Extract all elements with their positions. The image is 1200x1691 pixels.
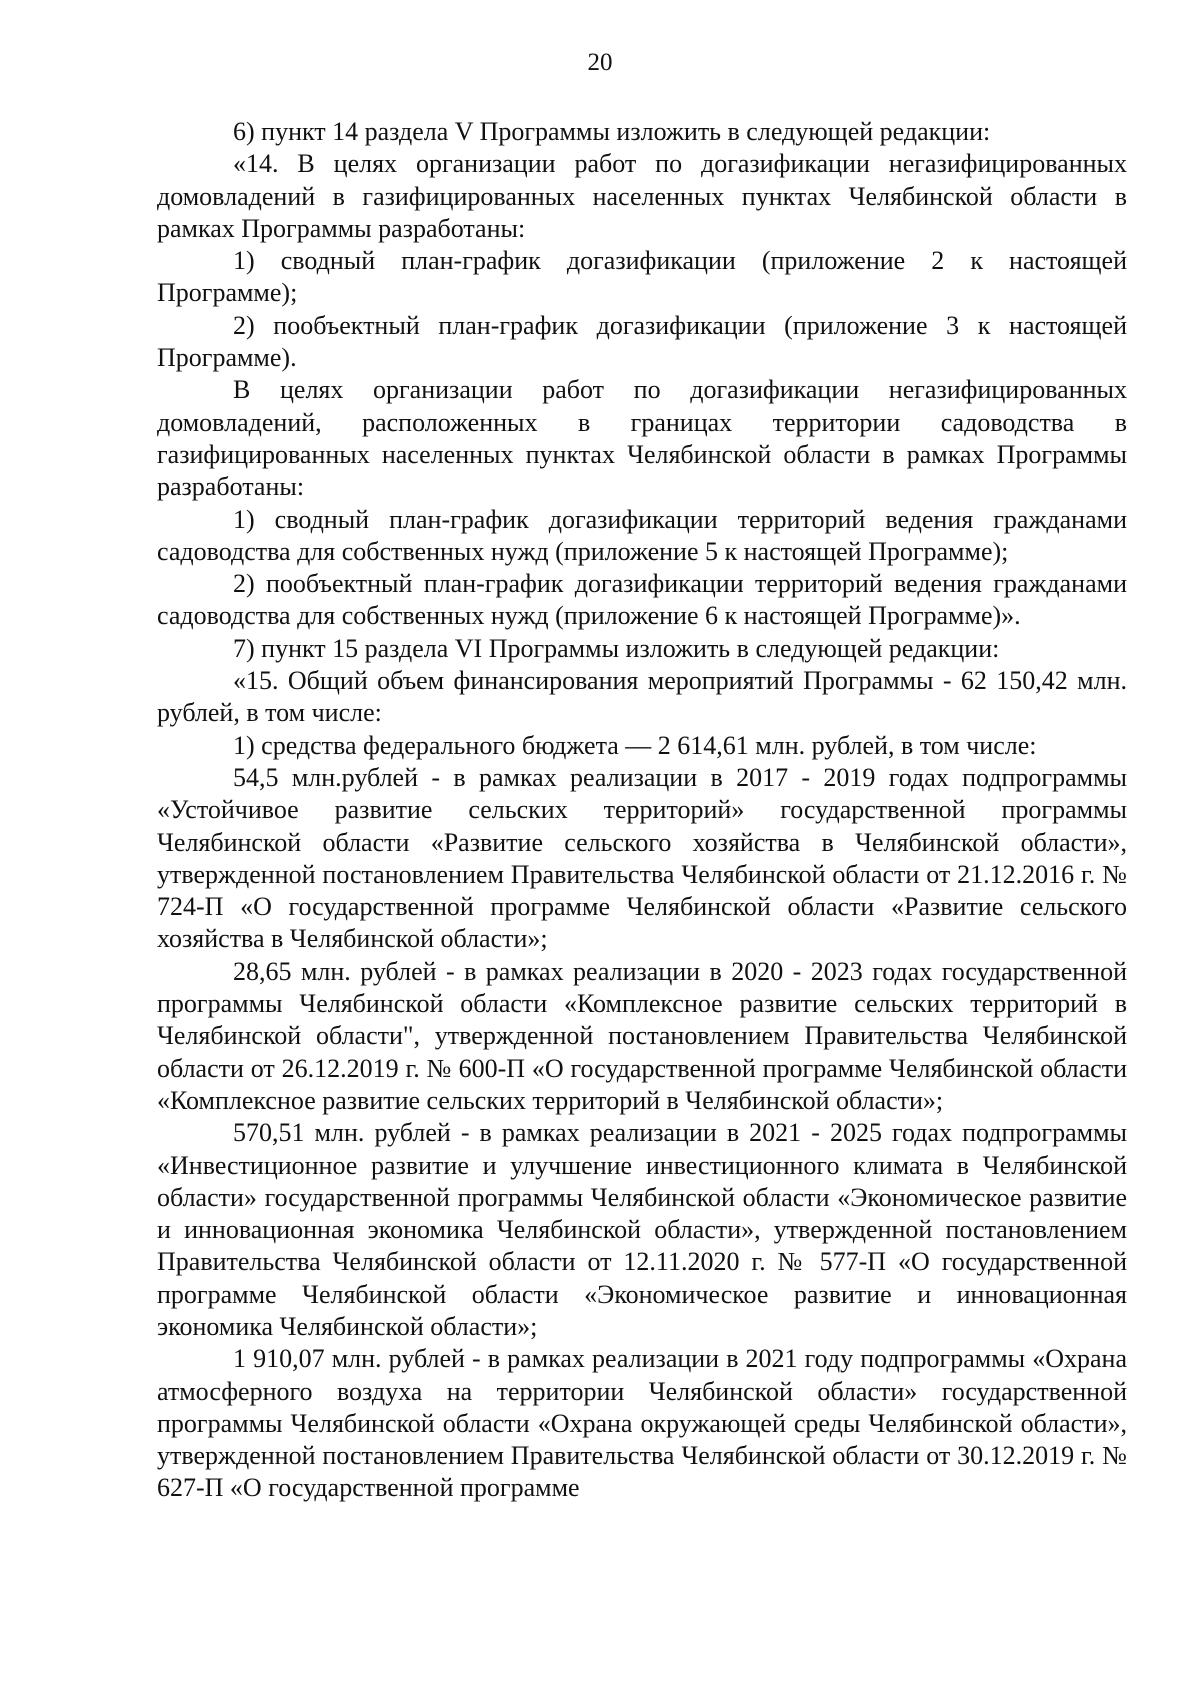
paragraph: В целях организации работ по догазификации негазифицированных домовладений, расположенных в границах территории садоводства в газифицированных населенных пунктах Челябинской области в рамках Программы разработаны: [157, 375, 1127, 502]
paragraph: 28,65 млн. рублей - в рамках реализации в 2020 - 2023 годах государственной программы Челябинской области «Комплексное развитие сельских территорий в Челябинской области", утвержденной постановлением Правительства Челябинской области от 26.12.2019 г. № 600-П «О государственной программе Челябинской области «Комплексное развитие сельских территорий в Челябинской области»; [157, 956, 1127, 1115]
paragraph: «14. В целях организации работ по догазификации негазифицированных домовладений в газифицированных населенных пунктах Челябинской области в рамках Программы разработаны: [157, 149, 1127, 243]
paragraph: 570,51 млн. рублей - в рамках реализации в 2021 - 2025 годах подпрограммы «Инвестиционное развитие и улучшение инвестиционного климата в Челябинской области» государственной программы Челябинской области «Экономическое развитие и инновационная экономика Челябинской области», утвержденной постановлением Правительства Челябинской области от 12.11.2020 г. № 577-П «О государственной программе Челябинской области «Экономическое развитие и инновационная экономика Челябинской области»; [157, 1118, 1127, 1341]
paragraph: 1) сводный план-график догазификации территорий ведения гражданами садоводства для собственных нужд (приложение 5 к настоящей Программе); [157, 504, 1127, 566]
document-body [157, 116, 1127, 1505]
paragraph: 1) средства федерального бюджета — 2 614,61 млн. рублей, в том числе: [233, 730, 1037, 760]
paragraph: «15. Общий объем финансирования мероприятий Программы - 62 150,42 млн. рублей, в том числе: [157, 666, 1127, 728]
page-number: 20 [587, 49, 613, 76]
paragraph: 1 910,07 млн. рублей - в рамках реализации в 2021 году подпрограммы «Охрана атмосферного воздуха на территории Челябинской области» государственной программы Челябинской области «Охрана окружающей среды Челябинской области», утвержденной постановлением Правительства Челябинской области от 30.12.2019 г. № 627-П «О государственной программе [157, 1344, 1127, 1503]
paragraph: 54,5 млн.рублей - в рамках реализации в 2017 - 2019 годах подпрограммы «Устойчивое развитие сельских территорий» государственной программы Челябинской области «Развитие сельского хозяйства в Челябинской области», утвержденной постановлением Правительства Челябинской области от 21.12.2016 г. № 724-П «О государственной программе Челябинской области «Развитие сельского хозяйства в Челябинской области»; [157, 762, 1127, 954]
paragraph: 1) сводный план-график догазификации (приложение 2 к настоящей Программе); [157, 246, 1127, 308]
paragraph: 6) пункт 14 раздела V Программы изложить в следующей редакции: [233, 117, 991, 146]
paragraph: 2) пообъектный план-график догазификации (приложение 3 к настоящей Программе). [157, 310, 1127, 373]
paragraph: 7) пункт 15 раздела VI Программы изложить в следующей редакции: [233, 633, 1000, 663]
paragraph: 2) пообъектный план-график догазификации территорий ведения гражданами садоводства для собственных нужд (приложение 6 к настоящей Программе)». [157, 569, 1127, 631]
